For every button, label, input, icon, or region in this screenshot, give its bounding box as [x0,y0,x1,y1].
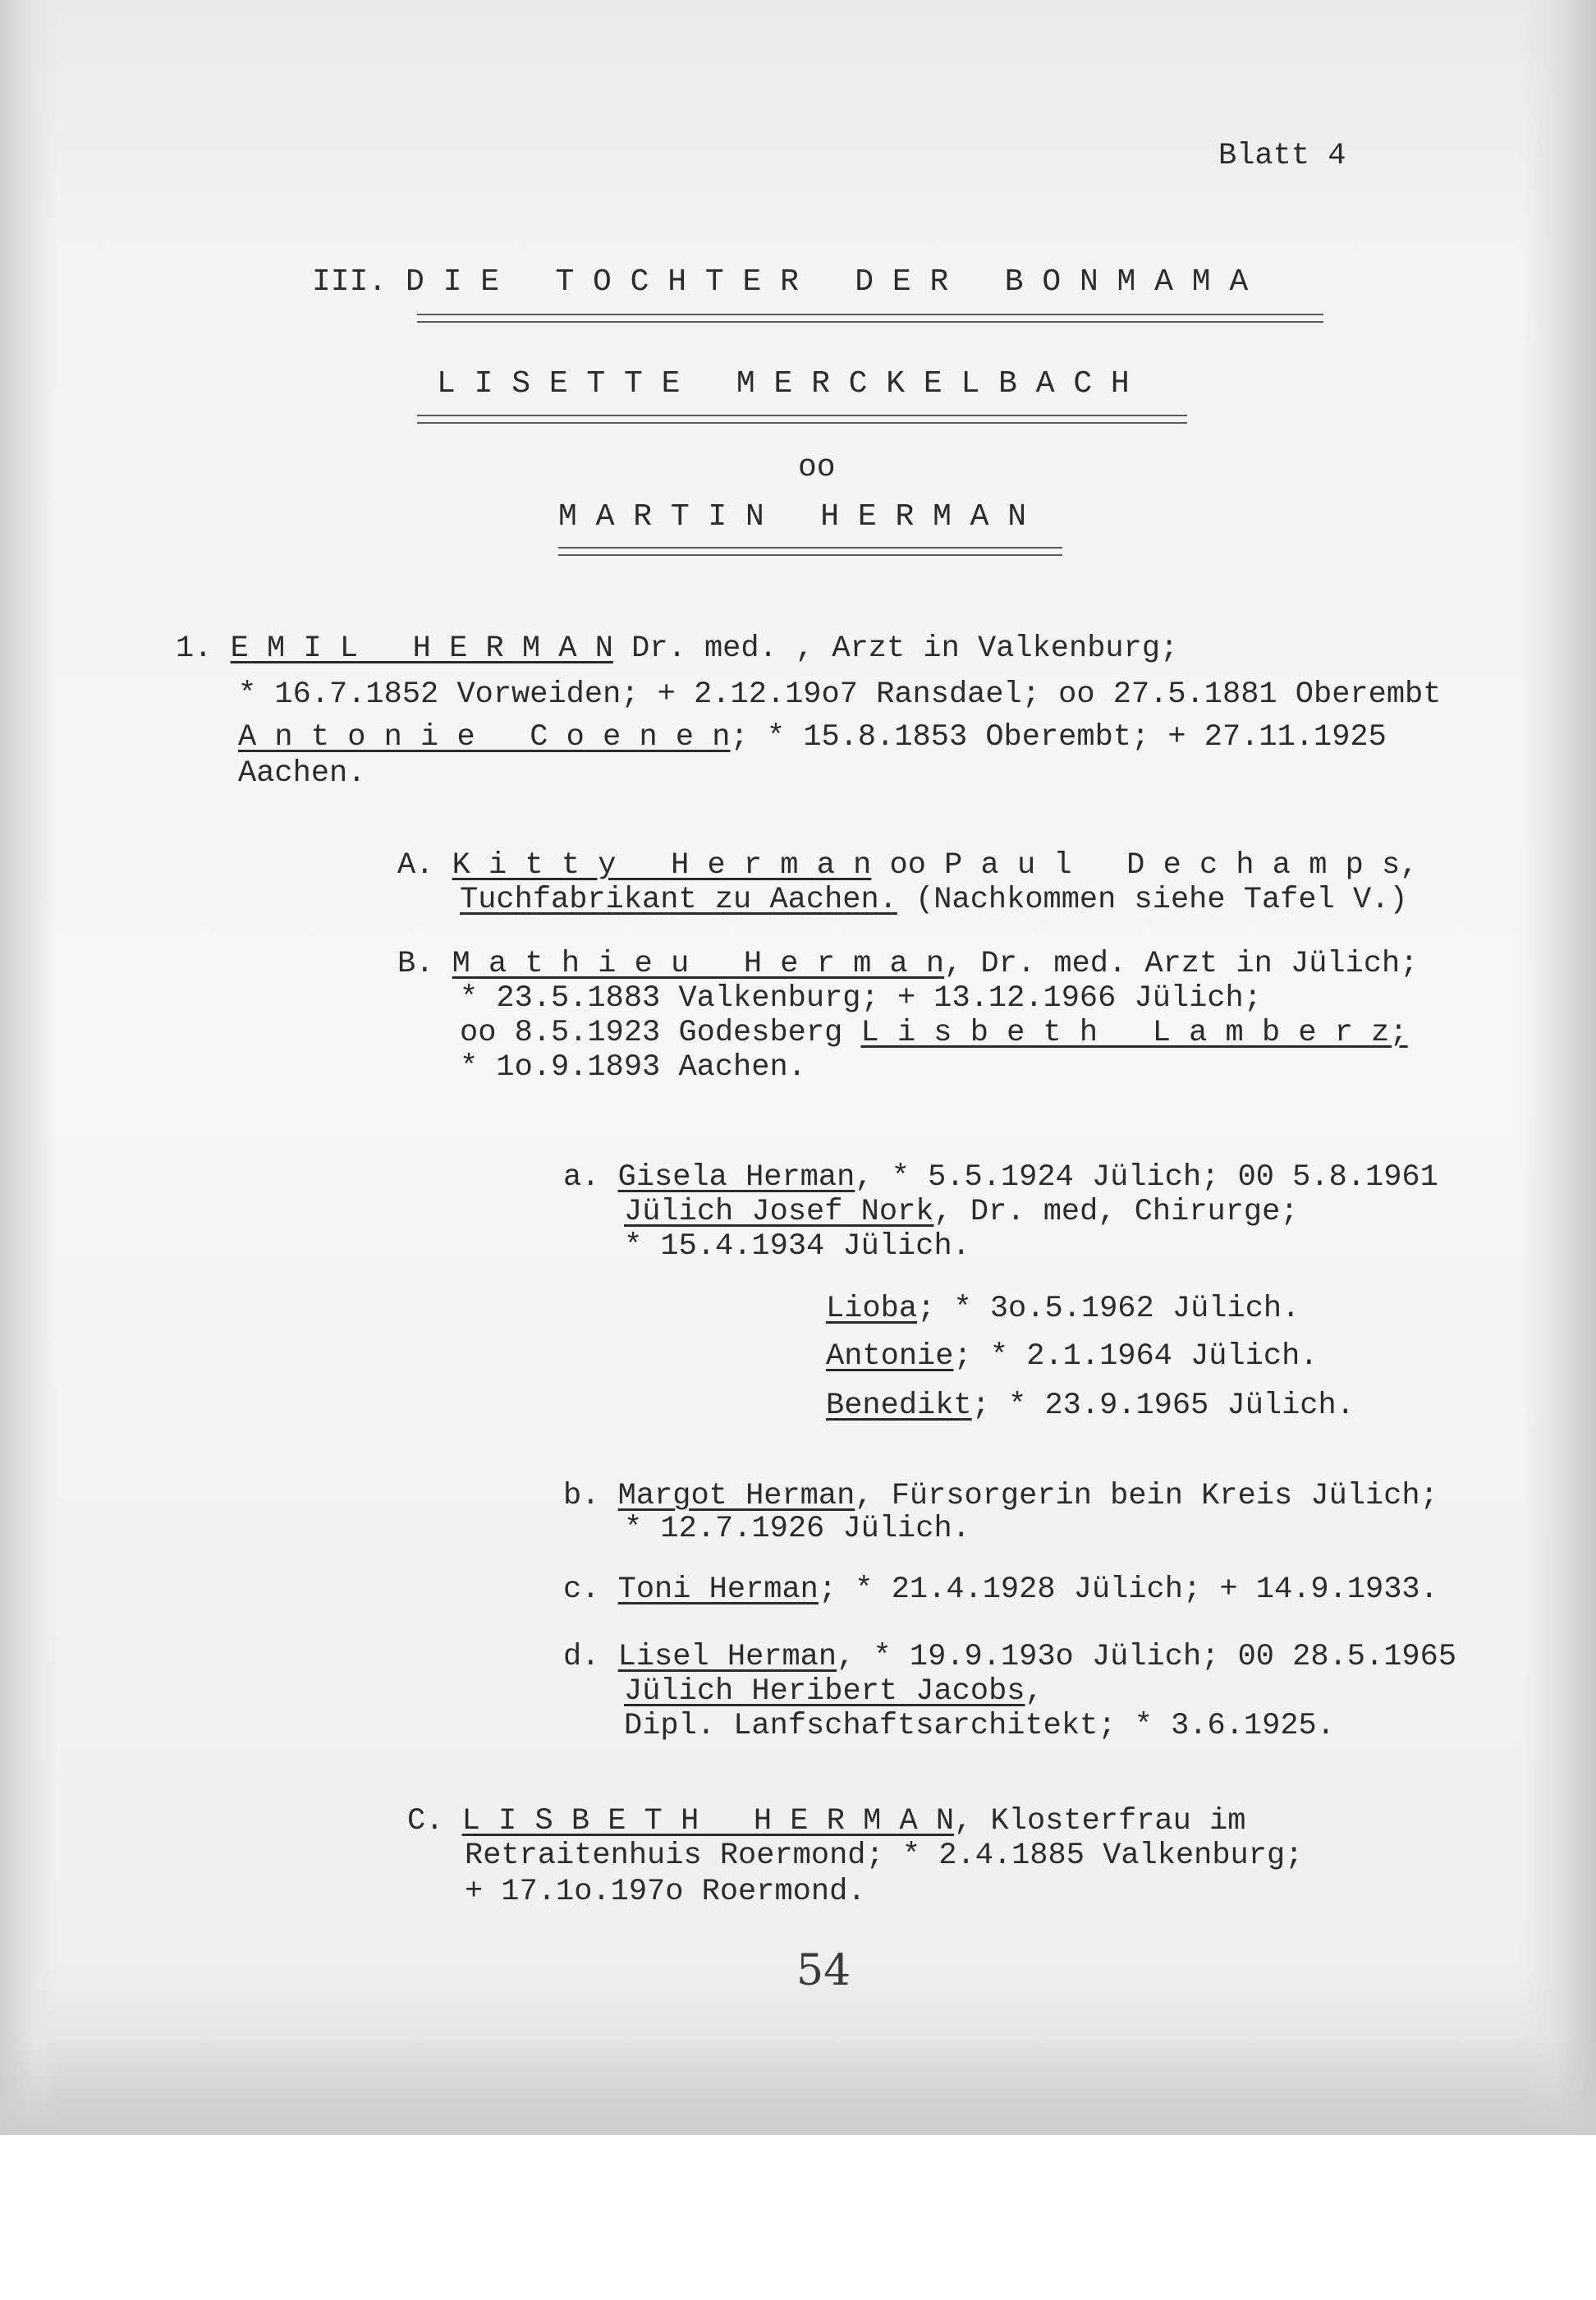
child-b-line-4: * 1o.9.1893 Aachen. [460,1050,806,1085]
grandchild-d-line-1 [563,1639,1456,1675]
handwritten-page-number: 54 [796,1946,851,1995]
entry-1-title: Dr. med. , Arzt in Valkenburg; [612,631,1179,666]
paper-edge-bottom [0,2036,1596,2135]
child-b-line-3 [460,1015,1408,1051]
grandchild-d-line-2 [624,1673,1043,1710]
child-b-spouse: L i s b e t h L a m b e r z; [860,1016,1408,1050]
child-c-line-1 [407,1803,1245,1839]
child-b-marriage: oo 8.5.1923 Godesberg [460,1016,861,1050]
child-a-note: (Nachkommen siehe Tafel V.) [897,883,1408,917]
child-b-line-2: * 23.5.1883 Valkenburg; + 13.12.1966 Jülich; [460,981,1262,1016]
child-a-line-1 [397,847,1418,884]
great-grandchild-3 [826,1388,1355,1424]
entry-1-line-3 [238,719,1387,755]
entry-1-line-1 [176,631,1178,667]
grandchild-a-details: , * 5.5.1924 Jülich; 00 5.8.1961 [855,1160,1438,1195]
heading-rule-4 [558,547,1062,556]
grandchild-b-name: Margot Herman [617,1479,855,1513]
great-grandchild-1-name: Lioba [826,1292,918,1326]
grandchild-a-spouse: Jülich Josef Nork [624,1195,934,1229]
child-a-line-2 [460,882,1408,918]
great-grandchild-1-details: ; * 3o.5.1962 Jülich. [917,1292,1300,1326]
grandchild-d-details: , * 19.9.193o Jülich; 00 28.5.1965 [837,1640,1457,1674]
heading-rule-2 [417,415,1187,424]
child-b-marker: B. [397,947,434,981]
grandchild-c-name: Toni Herman [617,1572,819,1607]
entry-1-line-4: Aachen. [238,756,366,791]
grandchild-d-line-3: Dipl. Lanfschaftsarchitekt; * 3.6.1925. [624,1709,1335,1743]
child-a-occupation: Tuchfabrikant zu Aachen. [460,883,897,917]
grandchild-b-details: , Fürsorgerin bein Kreis Jülich; [855,1479,1438,1513]
grandchild-a-marker: a. [563,1160,600,1195]
great-grandchild-3-name: Benedikt [826,1389,972,1423]
heading-line-4: M A R T I N H E R M A N [558,499,1027,535]
child-a-marker: A. [397,848,434,883]
paper-edge-left [0,0,57,2135]
sheet-number: Blatt 4 [1218,139,1346,173]
child-c-line-3: + 17.1o.197o Roermond. [465,1875,866,1909]
grandchild-a-line-1 [563,1159,1438,1196]
great-grandchild-1 [826,1291,1300,1327]
grandchild-c-details: ; * 21.4.1928 Jülich; + 14.9.1933. [818,1572,1438,1607]
paper-edge-right [1522,0,1596,2135]
child-c-marker: C. [407,1804,444,1839]
entry-1-number: 1. [176,631,213,666]
entry-1-spouse-details: ; * 15.8.1853 Oberembt; + 27.11.1925 [730,720,1387,755]
grandchild-a-spouse-title: , Dr. med, Chirurge; [933,1195,1299,1229]
child-c-line-2: Retraitenhuis Roermond; * 2.4.1885 Valkenburg; [465,1839,1304,1873]
entry-1-name: E M I L H E R M A N [230,631,613,666]
heading-line-3: oo [798,450,836,485]
grandchild-a-name: Gisela Herman [617,1160,855,1195]
grandchild-b-line-2: * 12.7.1926 Jülich. [624,1512,970,1546]
great-grandchild-2-details: ; * 2.1.1964 Jülich. [953,1339,1319,1374]
child-b-name: M a t h i e u H e r m a n [452,947,945,981]
heading-line-2: L I S E T T E M E R C K E L B A C H [437,366,1130,402]
grandchild-a-line-3: * 15.4.1934 Jülich. [624,1229,970,1264]
child-b-line-1 [397,946,1418,982]
grandchild-d-comma: , [1025,1674,1043,1709]
great-grandchild-2 [826,1338,1319,1375]
grandchild-d-spouse: Jülich Heribert Jacobs [624,1674,1025,1709]
heading-line-1: III. D I E T O C H T E R D E R B O N M A M A [312,264,1249,300]
child-a-spouse: oo P a u l D e c h a m p s, [871,848,1419,883]
grandchild-a-line-2 [624,1194,1299,1230]
grandchild-d-marker: d. [563,1640,600,1674]
great-grandchild-2-name: Antonie [826,1339,954,1374]
entry-1-spouse: A n t o n i e C o e n e n [238,720,731,755]
grandchild-b-line-1 [563,1478,1438,1514]
child-c-name: L I S B E T H H E R M A N [461,1804,955,1839]
grandchild-d-name: Lisel Herman [617,1640,837,1674]
grandchild-c-marker: c. [563,1572,600,1607]
entry-1-line-2: * 16.7.1852 Vorweiden; + 2.12.19o7 Ransdael; oo 27.5.1881 Oberembt [238,677,1442,712]
child-b-title: , Dr. med. Arzt in Jülich; [944,947,1419,981]
great-grandchild-3-details: ; * 23.9.1965 Jülich. [971,1389,1355,1423]
grandchild-b-marker: b. [563,1479,600,1513]
child-a-name: K i t t y H e r m a n [452,848,872,883]
heading-rule-1 [417,314,1323,323]
child-c-occupation: , Klosterfrau im [954,1804,1246,1839]
grandchild-c-line-1 [563,1572,1438,1608]
